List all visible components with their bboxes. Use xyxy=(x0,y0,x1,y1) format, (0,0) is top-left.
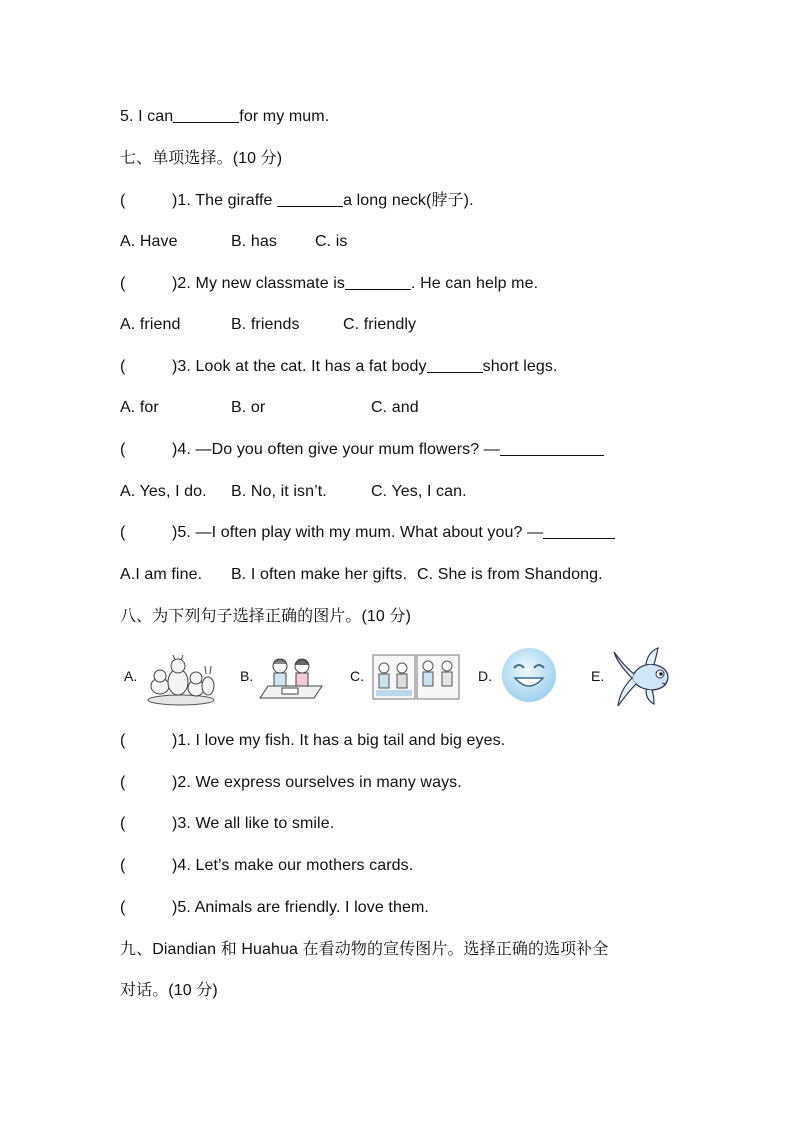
option-a[interactable]: A.I am fine. xyxy=(120,566,203,583)
animals-picture[interactable] xyxy=(146,652,216,706)
sentence-text: )4. Let’s make our mothers cards. xyxy=(172,857,414,874)
question-text: )1. The giraffe xyxy=(172,192,278,209)
section7-heading: 七、单项选择。(10 分) xyxy=(120,150,283,167)
q5-suffix: for my mum. xyxy=(239,108,330,125)
s8-question-4 xyxy=(120,855,413,877)
option-a[interactable]: A. for xyxy=(120,399,159,416)
s7-question-4 xyxy=(120,439,604,461)
answer-blank[interactable] xyxy=(543,522,615,539)
answer-paren[interactable]: ( xyxy=(120,732,126,749)
option-b[interactable]: B. or xyxy=(231,399,266,416)
question-text-after: . He can help me. xyxy=(411,275,539,292)
answer-blank[interactable] xyxy=(500,439,604,456)
option-b[interactable]: B. friends xyxy=(231,316,300,333)
s7-options-5 xyxy=(120,564,603,586)
answer-paren[interactable]: ( xyxy=(120,275,126,292)
option-a[interactable]: A. friend xyxy=(120,316,181,333)
fish-picture[interactable] xyxy=(610,644,674,712)
question-text: )2. My new classmate is xyxy=(172,275,346,292)
s7-options-4 xyxy=(120,481,467,503)
question-text: )5. —I often play with my mum. What about you? — xyxy=(172,524,544,541)
kids-drawing-picture[interactable] xyxy=(256,652,326,704)
option-c[interactable]: C. She is from Shandong. xyxy=(417,566,603,583)
s7-options-2 xyxy=(120,314,416,336)
answer-paren[interactable]: ( xyxy=(120,774,126,791)
s7-question-5 xyxy=(120,522,615,544)
s7-options-3 xyxy=(120,397,419,419)
question-text: )4. —Do you often give your mum flowers? — xyxy=(172,441,500,458)
option-a[interactable]: A. Yes, I do. xyxy=(120,483,207,500)
picture-label-d: D. xyxy=(478,668,492,684)
option-c[interactable]: C. friendly xyxy=(343,316,417,333)
s8-question-2 xyxy=(120,772,462,794)
answer-paren[interactable]: ( xyxy=(120,441,126,458)
option-c[interactable]: C. is xyxy=(315,233,348,250)
picture-label-a: A. xyxy=(124,668,138,684)
s7-question-2 xyxy=(120,273,538,295)
q5-prefix: 5. I can xyxy=(120,108,174,125)
question-5-line xyxy=(120,106,329,128)
question-text: )3. Look at the cat. It has a fat body xyxy=(172,358,427,375)
option-c[interactable]: C. Yes, I can. xyxy=(371,483,467,500)
s7-options-1 xyxy=(120,231,348,253)
people-expressions-picture[interactable] xyxy=(372,654,460,700)
answer-paren[interactable]: ( xyxy=(120,358,126,375)
s7-question-3 xyxy=(120,356,558,378)
s8-question-1 xyxy=(120,730,505,752)
sentence-text: )1. I love my fish. It has a big tail and big eyes. xyxy=(172,732,506,749)
s7-question-1 xyxy=(120,190,474,212)
smiley-face-picture[interactable] xyxy=(500,646,558,704)
s8-question-3 xyxy=(120,813,334,835)
answer-blank[interactable] xyxy=(345,273,411,290)
answer-blank[interactable] xyxy=(427,356,483,373)
picture-label-c: C. xyxy=(350,668,364,684)
sentence-text: )2. We express ourselves in many ways. xyxy=(172,774,462,791)
option-c[interactable]: C. and xyxy=(371,399,419,416)
section8-heading: 八、为下列句子选择正确的图片。(10 分) xyxy=(120,608,411,625)
answer-paren[interactable]: ( xyxy=(120,192,126,209)
section9-heading-line1: 九、Diandian 和 Huahua 在看动物的宣传图片。选择正确的选项补全 xyxy=(120,941,609,958)
question-text-after: a long neck(脖子). xyxy=(343,192,474,209)
answer-paren[interactable]: ( xyxy=(120,524,126,541)
option-b[interactable]: B. No, it isn’t. xyxy=(231,483,327,500)
picture-label-b: B. xyxy=(240,668,254,684)
s8-question-5 xyxy=(120,897,429,919)
answer-blank[interactable] xyxy=(277,190,343,207)
question-text-after: short legs. xyxy=(482,358,558,375)
section9-heading-line2: 对话。(10 分) xyxy=(120,982,218,999)
picture-options xyxy=(120,642,680,714)
sentence-text: )3. We all like to smile. xyxy=(172,815,335,832)
sentence-text: )5. Animals are friendly. I love them. xyxy=(172,899,429,916)
picture-label-e: E. xyxy=(591,668,605,684)
option-b[interactable]: B. I often make her gifts. xyxy=(231,566,408,583)
answer-paren[interactable]: ( xyxy=(120,857,126,874)
option-a[interactable]: A. Have xyxy=(120,233,178,250)
answer-paren[interactable]: ( xyxy=(120,815,126,832)
option-b[interactable]: B. has xyxy=(231,233,277,250)
answer-blank[interactable] xyxy=(173,106,239,123)
answer-paren[interactable]: ( xyxy=(120,899,126,916)
